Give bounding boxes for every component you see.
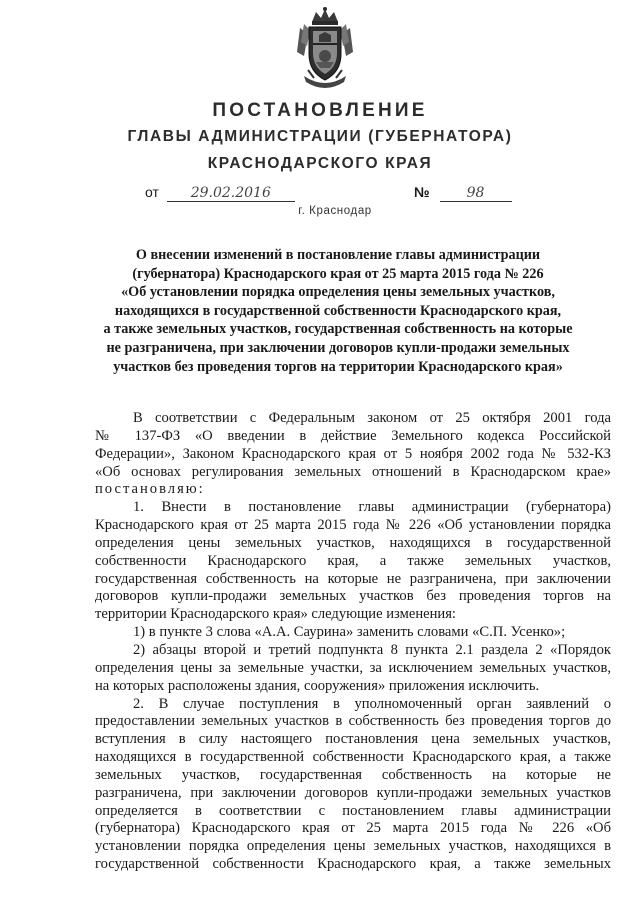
body-line: государственной собственности Краснодарского края, а также земельных [95,856,611,873]
body-line: предоставлении земельных участков в собственность без проведения торгов до [95,713,611,730]
body-line: определения цены земельных участков, находящихся в государственной [95,534,611,551]
body-line: 1) в пункте 3 слова «А.А. Саурина» заменить словами «С.П. Усенко»; [133,624,566,641]
body-line: земельных участков, государственная собственность на которые не [95,766,611,783]
body-line: находящихся в государственной собственности Краснодарского края, а также [95,749,611,766]
body-line: 2) абзацы второй и третий подпункта 8 пункта 2.1 раздела 2 «Порядок [133,641,611,658]
title-line: О внесении изменений в постановление главы администрации [135,247,541,263]
title-line: участков без проведения торгов на территории Краснодарского края» [113,358,563,375]
title-line: (губернатора) Краснодарского края от 25 марта 2015 года № 226 [132,265,544,282]
body-line: 1. Внести в постановление главы администрации (губернатора) [133,499,611,516]
body-line: собственности Краснодарского края, а также земельных участков, [95,552,611,569]
region-heading: КРАСНОДАРСКОГО КРАЯ [207,155,433,172]
body-line: Федерации», Законом Краснодарского края от 5 ноября 2002 года № 532-КЗ [95,445,611,462]
number-value: 98 [440,185,512,202]
number-field [414,184,512,202]
body-line: разграничена, при заключении договоров купли-продажи земельных участков [95,784,611,801]
city-label: г. Краснодар [298,205,372,217]
title-line: «Об установлении порядка определения цены земельных участков, [121,284,555,301]
body-line: на которых расположены здания, сооружения» приложения исключить. [95,677,540,694]
body-line: № 137-ФЗ «О введении в действие Земельного кодекса Российской [95,427,611,444]
body-line: (губернатора) Краснодарского края от 25 марта 2015 года № 226 «Об [95,820,611,837]
date-value: 29.02.2016 [167,185,295,202]
body-line: вступления в силу настоящего постановления цена земельных участков, [95,731,611,748]
number-prefix: № [414,184,430,200]
body-line: постановляю: [95,481,205,498]
body-line: Краснодарского края от 25 марта 2015 года № 226 «Об установлении порядка [95,517,611,534]
title-line: находящихся в государственной собственности Краснодарского края, [114,302,562,319]
title-line: а также земельных участков, государственная собственность на которые [103,321,573,338]
body-line: 2. В случае поступления в уполномоченный орган заявлений о [133,695,611,712]
document-title [88,246,588,376]
authority-heading: ГЛАВЫ АДМИНИСТРАЦИИ (ГУБЕРНАТОРА) [127,128,513,145]
body-line: В соответствии с Федеральным законом от 25 октября 2001 года [133,410,611,426]
body-line: установлении порядка определения цены земельных участков, находящихся в [95,838,611,855]
date-field [145,184,295,202]
body-line: «Об основах регулирования земельных отношений в Краснодарском крае» [95,463,611,480]
krasnodar-coat-of-arms-emblem [294,6,356,90]
body-line: государственная собственность на которые не разграничена, при заключении [95,570,611,587]
body-line: договоров купли-продажи земельных участков без проведения торгов на [95,588,611,605]
date-prefix: от [145,184,159,200]
document-type-heading: ПОСТАНОВЛЕНИЕ [212,100,428,121]
document-body [95,410,611,874]
body-line: территории Краснодарского края» следующие изменения: [95,606,456,623]
body-line: определения цены за земельные участки, за исключением земельных участков, [95,659,611,676]
title-line: не разграничена, при заключении договоров купли-продажи земельных [106,339,570,356]
body-line: определяется в соответствии с постановлением главы администрации [95,802,611,819]
